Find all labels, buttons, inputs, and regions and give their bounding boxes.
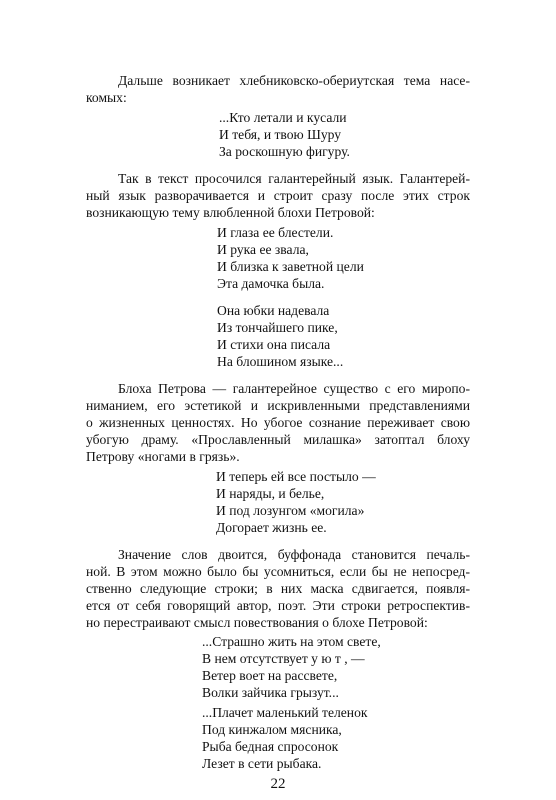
- verse-1-line-3: За роскошную фигуру.: [219, 144, 350, 159]
- paragraph-3-line-4: убогую драму. «Прославленный милашка» затоптал блоху: [86, 432, 470, 447]
- verse-4b-line-2: Под кинжалом мясника,: [202, 722, 342, 737]
- paragraph-1-line-2: комых:: [86, 90, 127, 105]
- verse-2a-line-3: И близка к заветной цели: [217, 259, 364, 274]
- verse-3-line-3: И под лозунгом «могила»: [216, 503, 365, 518]
- paragraph-1-line-1: Дальше возникает хлебниковско-обериутская тема насе-: [118, 73, 470, 88]
- verse-4a-line-1: ...Страшно жить на этом свете,: [202, 634, 381, 649]
- verse-4b-line-3: Рыба бедная спросонок: [202, 739, 339, 754]
- verse-4a-line-2: В нем отсутствует у ю т , —: [202, 651, 365, 666]
- paragraph-4-line-4: ется от себя говорящий автор, поэт. Эти строки ретроспектив-: [86, 598, 470, 613]
- verse-4a-line-4: Волки зайчика грызут...: [202, 685, 339, 700]
- paragraph-4-line-5: но перестраивают смысл повествования о блохе Петровой:: [86, 615, 428, 630]
- paragraph-4-line-2: ной. В этом можно было бы усомниться, если бы не непосред-: [86, 564, 470, 579]
- verse-3-line-2: И наряды, и белье,: [216, 486, 325, 501]
- paragraph-3-line-2: ниманием, его эстетикой и искривленными представлениями: [86, 398, 470, 413]
- verse-4a-line-3: Ветер воет на рассвете,: [202, 668, 338, 683]
- verse-2b-line-3: И стихи она писала: [217, 337, 331, 352]
- verse-3-line-1: И теперь ей все постыло —: [216, 469, 376, 484]
- paragraph-3-line-3: о жизненных ценностях. Но убогое сознание переживает свою: [86, 415, 470, 430]
- verse-3-line-4: Догорает жизнь ее.: [216, 520, 327, 535]
- verse-4b-line-4: Лезет в сети рыбака.: [202, 756, 322, 771]
- verse-1-line-1: ...Кто летали и кусали: [219, 110, 347, 125]
- verse-2b-line-4: На блошином языке...: [217, 354, 344, 369]
- verse-2a-line-2: И рука ее звала,: [217, 242, 309, 257]
- verse-2a-line-1: И глаза ее блестели.: [217, 225, 334, 240]
- verse-2b-line-1: Она юбки надевала: [217, 303, 330, 318]
- paragraph-3-line-1: Блоха Петрова — галантерейное существо с его миропо-: [118, 381, 470, 396]
- paragraph-4-line-1: Значение слов двоится, буффонада становится печаль-: [118, 547, 470, 562]
- verse-4b-line-1: ...Плачет маленький теленок: [202, 705, 368, 720]
- verse-2b-line-2: Из тончайшего пике,: [217, 320, 338, 335]
- paragraph-2-line-3: возникающую тему влюбленной блохи Петровой:: [86, 205, 375, 220]
- paragraph-2-line-1: Так в текст просочился галантерейный язык. Галантерей-: [118, 171, 470, 186]
- verse-2a-line-4: Эта дамочка была.: [217, 276, 325, 291]
- verse-1-line-2: И тебя, и твою Шуру: [219, 127, 342, 142]
- paragraph-2-line-2: ный язык разворачивается и строит сразу после этих строк: [86, 188, 470, 203]
- page-number: 22: [270, 776, 286, 792]
- paragraph-3-line-5: Петрову «ногами в грязь».: [86, 449, 240, 464]
- paragraph-4-line-3: ственно следующие строки; в них маска сдвигается, появля-: [86, 581, 470, 596]
